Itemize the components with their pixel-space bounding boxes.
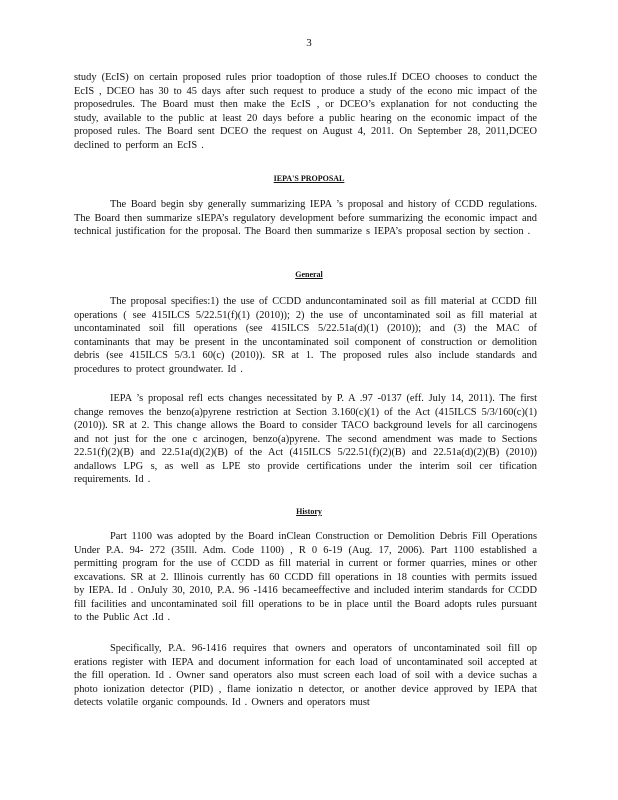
paragraph-specifically: Specifically, P.A. 96-1416 requires that owners and operators of uncontaminated soil fill op erations register with IEPA and document information for each load of uncontaminated soil accepted at the fill operation. Id . Owner sand operators also must screen each load of soil with a device suchas a photo ionization detector (PID) , flame ionizatio n detector, or another device approved by IEPA that detects volatile organic compounds. Id . Owners and operators must: [74, 643, 537, 708]
paragraph-changes: IEPA ’s proposal refl ects changes necessitated by P. A .97 -0137 (eff. July 14, 2011). The first change removes the benzo(a)pyrene restriction at Section 3.160(c)(1) of the Act (415ILCS 5/3/160(c)(1) (2010)). SR at 2. This change allows the Board to consider TACO background levels for all carcinogens and not just for the one c arcinogen, benzo(a)pyrene. The second amendment was made to Sections 22.51(f)(2)(B) and 22.51a(d)(2)(B) of the Act (415ILCS 5/22.51(f)(2)(B) and 22.51a(d)(2)(B) (2010)) andallows LPG s, as well as LPE sto provide certifications under the interim soil cer tification requirements. Id .: [74, 393, 537, 485]
page-number: 3: [306, 37, 312, 49]
paragraph-ecis: study (EcIS) on certain proposed rules prior toadoption of those rules.If DCEO chooses to conduct the EcIS , DCEO has 30 to 45 days after such request to produce a study of the econo mic impact of the proposedrules. The Board must then make the EcIS , or DCEO’s explanation for not conducting the study, available to the public at least 20 days before a public hearing on the economic impact of the proposed rules. The Board sent DCEO the request on August 4, 2011. On September 28, 2011,DCEO declined to perform an EcIS .: [74, 72, 537, 151]
heading-iepa-proposal: IEPA'S PROPOSAL: [273, 174, 345, 183]
heading-history: History: [296, 507, 322, 516]
paragraph-proposal-specifies: The proposal specifies:1) the use of CCDD anduncontaminated soil as fill material at CCDD fill operations ( see 415ILCS 5/22.51(f)(1) (2010)); 2) the use of uncontaminated soil as fill material at uncontaminated soil fill operations (see 415ILCS 5/22.51a(d)(1) (2010)); and (3) the MAC of contaminants that may be present in the uncontaminated soil component of construction or demolition debris (see 415ILCS 5/3.1 60(c) (2010)). SR at 1. The proposed rules also include standards and procedures to protect groundwater. Id .: [74, 296, 537, 375]
heading-general: General: [295, 270, 323, 279]
paragraph-part-1100: Part 1100 was adopted by the Board inClean Construction or Demolition Debris Fill Operations Under P.A. 94- 272 (35Ill. Adm. Code 1100) , R 0 6-19 (Aug. 17, 2006). Part 1100 established a permitting program for the use of CCDD as fill material in current or former quarries, mines or other excavations. SR at 2. Illinois currently has 60 CCDD fill operations in 18 counties with permits issued by IEPA. Id . OnJuly 30, 2010, P.A. 96 -1416 becameeffective and included interim standards for CCDD fill facilities and uncontaminated soil fill operations to be in place until the Board adopts rules pursuant to the Public Act .Id .: [74, 531, 537, 623]
paragraph-summary: The Board begin sby generally summarizing IEPA ’s proposal and history of CCDD regulations. The Board then summarize sIEPA’s regulatory development before summarizing the economic impact and technical justification for the proposal. The Board then summarize s IEPA’s proposal section by section .: [74, 199, 537, 237]
